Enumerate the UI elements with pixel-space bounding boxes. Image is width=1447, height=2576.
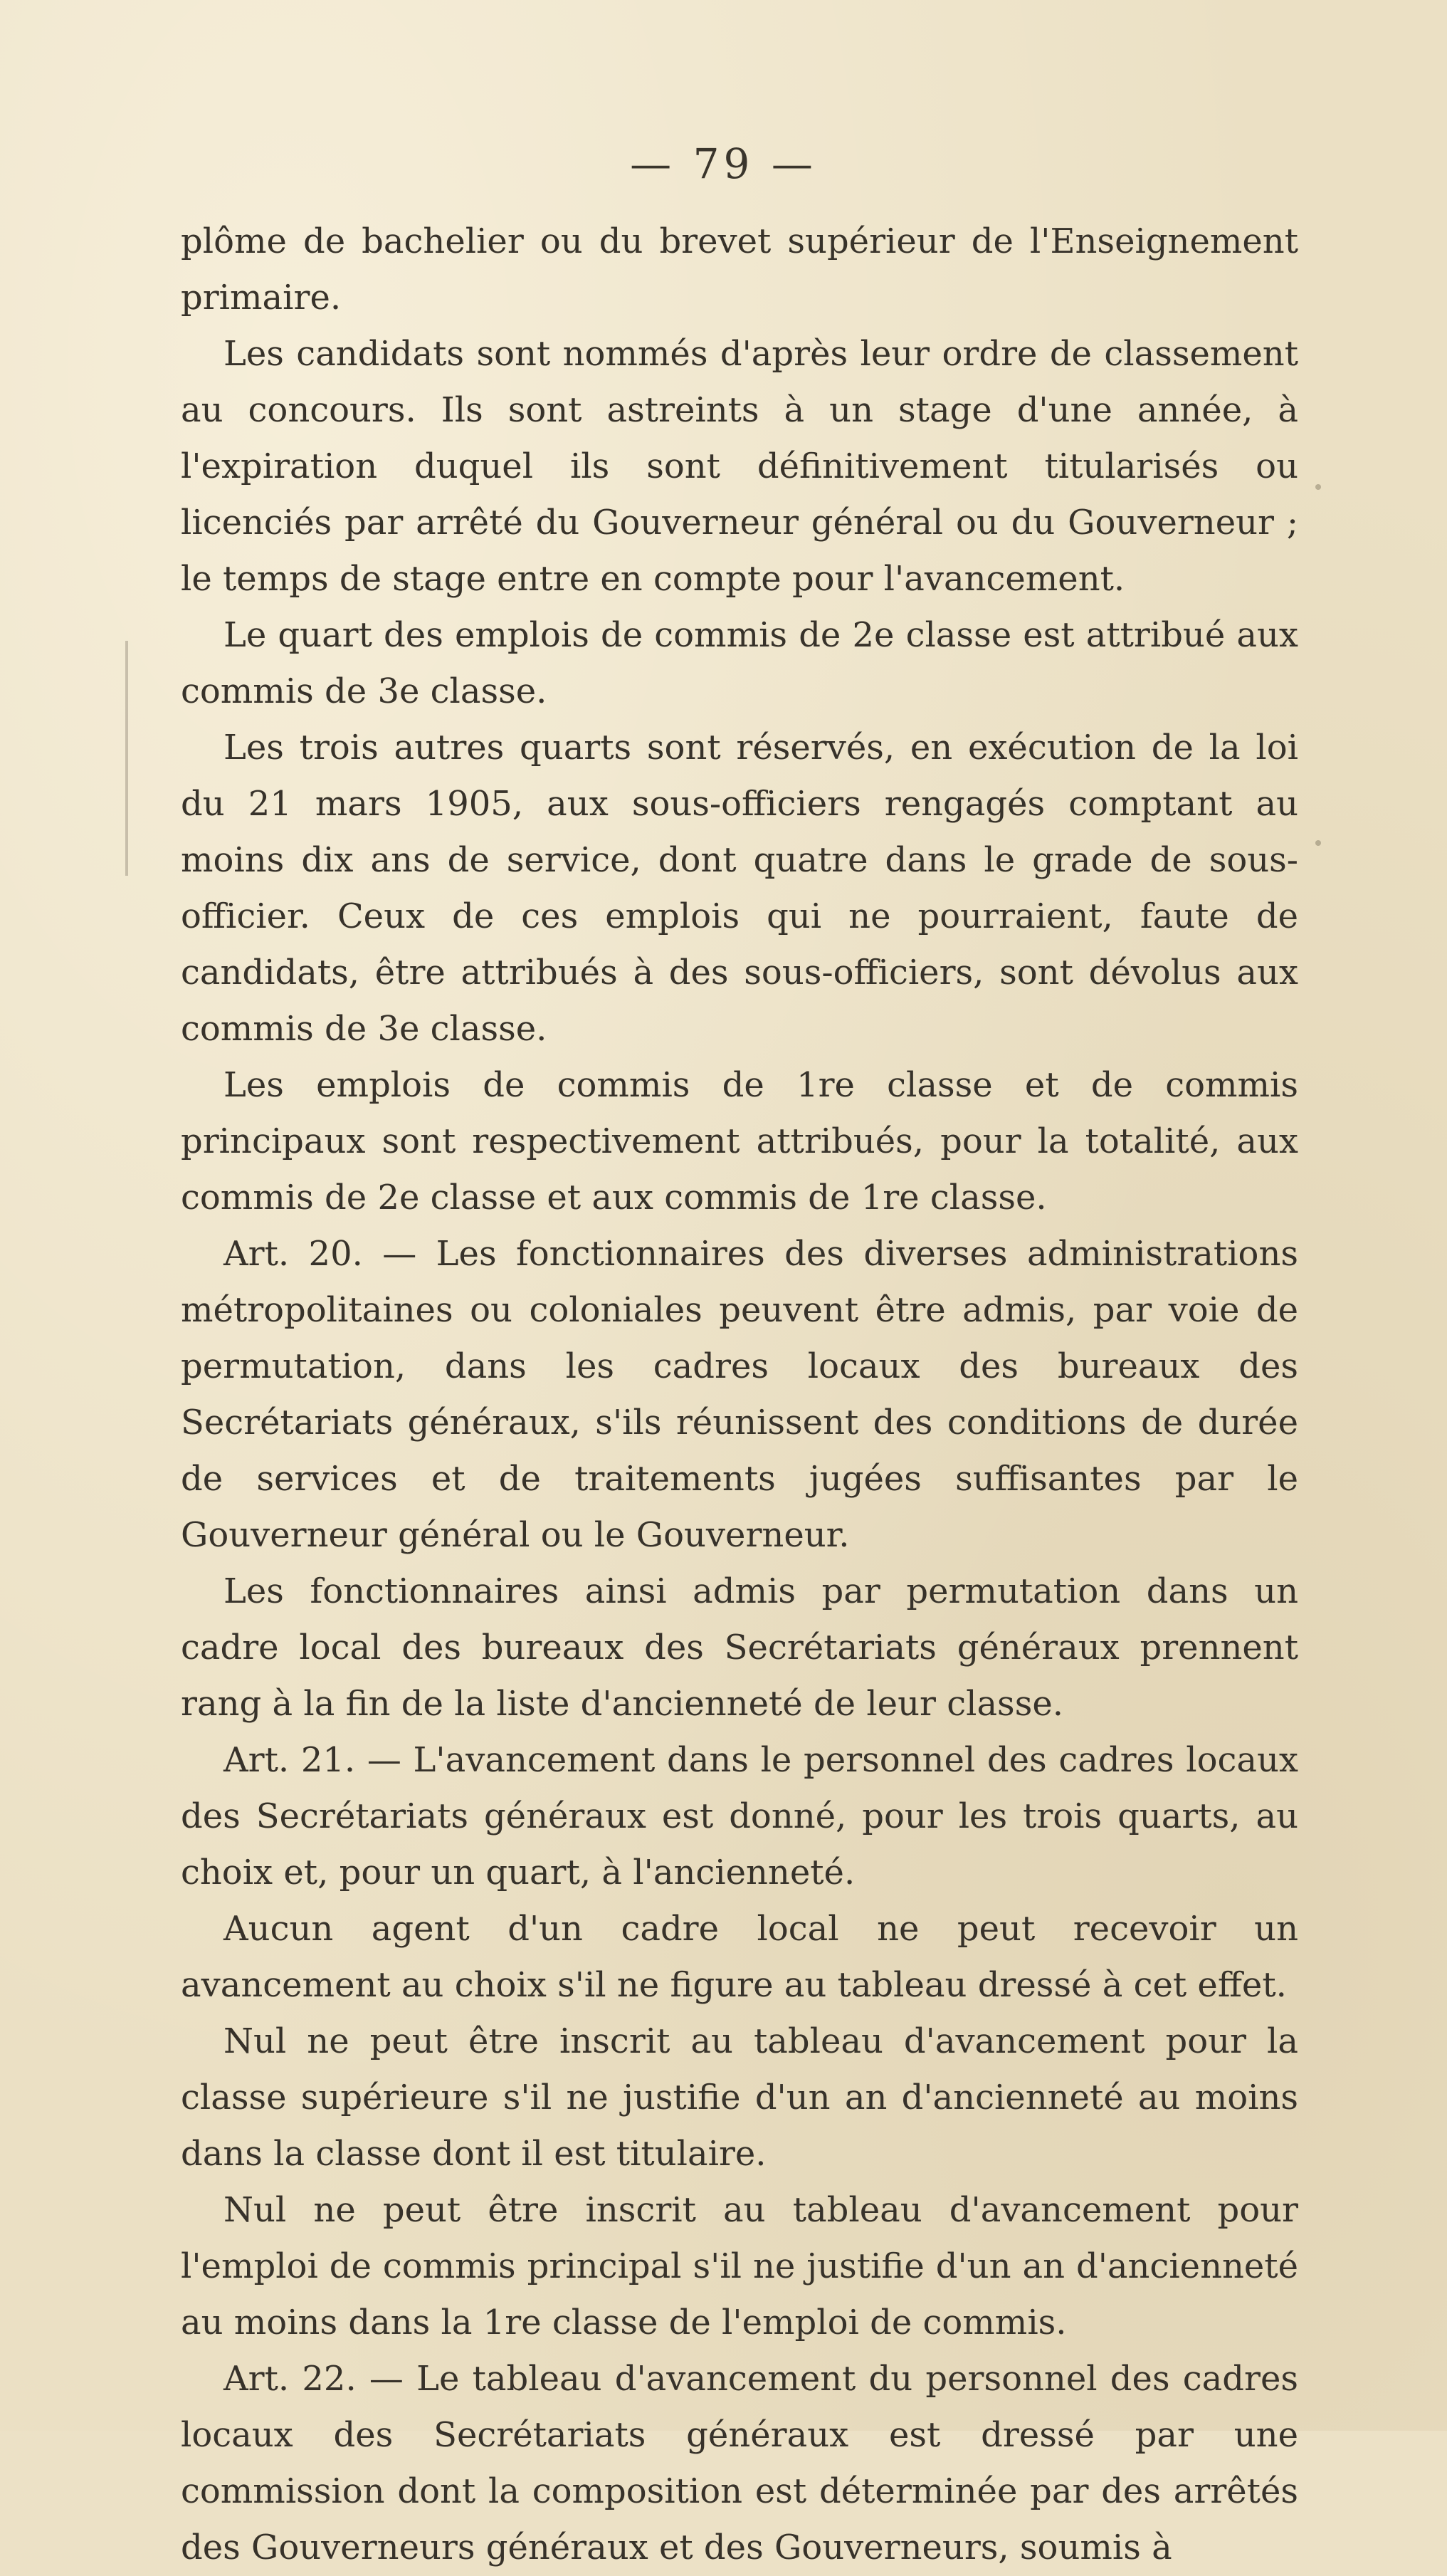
paragraph: Aucun agent d'un cadre local ne peut recevoir un avancement au choix s'il ne figure au tableau dressé à cet effet. xyxy=(181,1909,1298,2005)
paragraph: Les fonctionnaires ainsi admis par permutation dans un cadre local des bureaux des Secrétariats généraux prennent rang à la fin de la liste d'ancienneté de leur classe. xyxy=(181,1571,1298,1724)
paragraph: Les trois autres quarts sont réservés, en exécution de la loi du 21 mars 1905, aux sous-officiers rengagés comptant au moins dix ans de service, dont quatre dans le grade de sous-officier. Ceux de ces emplois qui ne pourraient, faute de candidats, être attribués à des sous-officiers, sont dévolus aux commis de 3e classe. xyxy=(181,728,1298,1049)
article-paragraph: Art. 20. — Les fonctionnaires des diverses administrations métropolitaines ou coloniales peuvent être admis, par voie de permutation, dans les cadres locaux des bureaux des Secrétariats généraux, s'ils réunissent des conditions de durée de services et de traitements jugées suffisantes par le Gouverneur général ou le Gouverneur. xyxy=(181,1234,1298,1555)
margin-mark xyxy=(125,641,128,876)
ink-speck xyxy=(1315,840,1321,846)
paragraph: plôme de bachelier ou du brevet supérieur de l'Enseignement primaire. xyxy=(181,221,1298,318)
paragraph: Nul ne peut être inscrit au tableau d'avancement pour la classe supérieure s'il ne justifie d'un an d'ancienneté au moins dans la classe dont il est titulaire. xyxy=(181,2021,1298,2174)
paragraph: Nul ne peut être inscrit au tableau d'avancement pour l'emploi de commis principal s'il ne justifie d'un an d'ancienneté au moins dans la 1re classe de l'emploi de commis. xyxy=(181,2190,1298,2342)
body-text xyxy=(181,214,1298,2576)
paragraph: Les candidats sont nommés d'après leur ordre de classement au concours. Ils sont astreints à un stage d'une année, à l'expiration duquel ils sont définitivement titularisés ou licenciés par arrêté du Gouverneur général ou du Gouverneur ; le temps de stage entre en compte pour l'avancement. xyxy=(181,334,1298,599)
paragraph: Les emplois de commis de 1re classe et de commis principaux sont respectivement attribués, pour la totalité, aux commis de 2e classe et aux commis de 1re classe. xyxy=(181,1065,1298,1218)
page-number: — 79 — xyxy=(630,140,817,188)
article-paragraph: Art. 21. — L'avancement dans le personnel des cadres locaux des Secrétariats généraux est donné, pour les trois quarts, au choix et, pour un quart, à l'ancienneté. xyxy=(181,1740,1298,1892)
article-paragraph: Art. 22. — Le tableau d'avancement du personnel des cadres locaux des Secrétariats généraux est dressé par une commission dont la composition est déterminée par des arrêtés des Gouverneurs généraux et des Gouverneurs, soumis à xyxy=(181,2359,1298,2567)
ink-speck xyxy=(1315,484,1321,490)
paragraph: Le quart des emplois de commis de 2e classe est attribué aux commis de 3e classe. xyxy=(181,615,1298,711)
